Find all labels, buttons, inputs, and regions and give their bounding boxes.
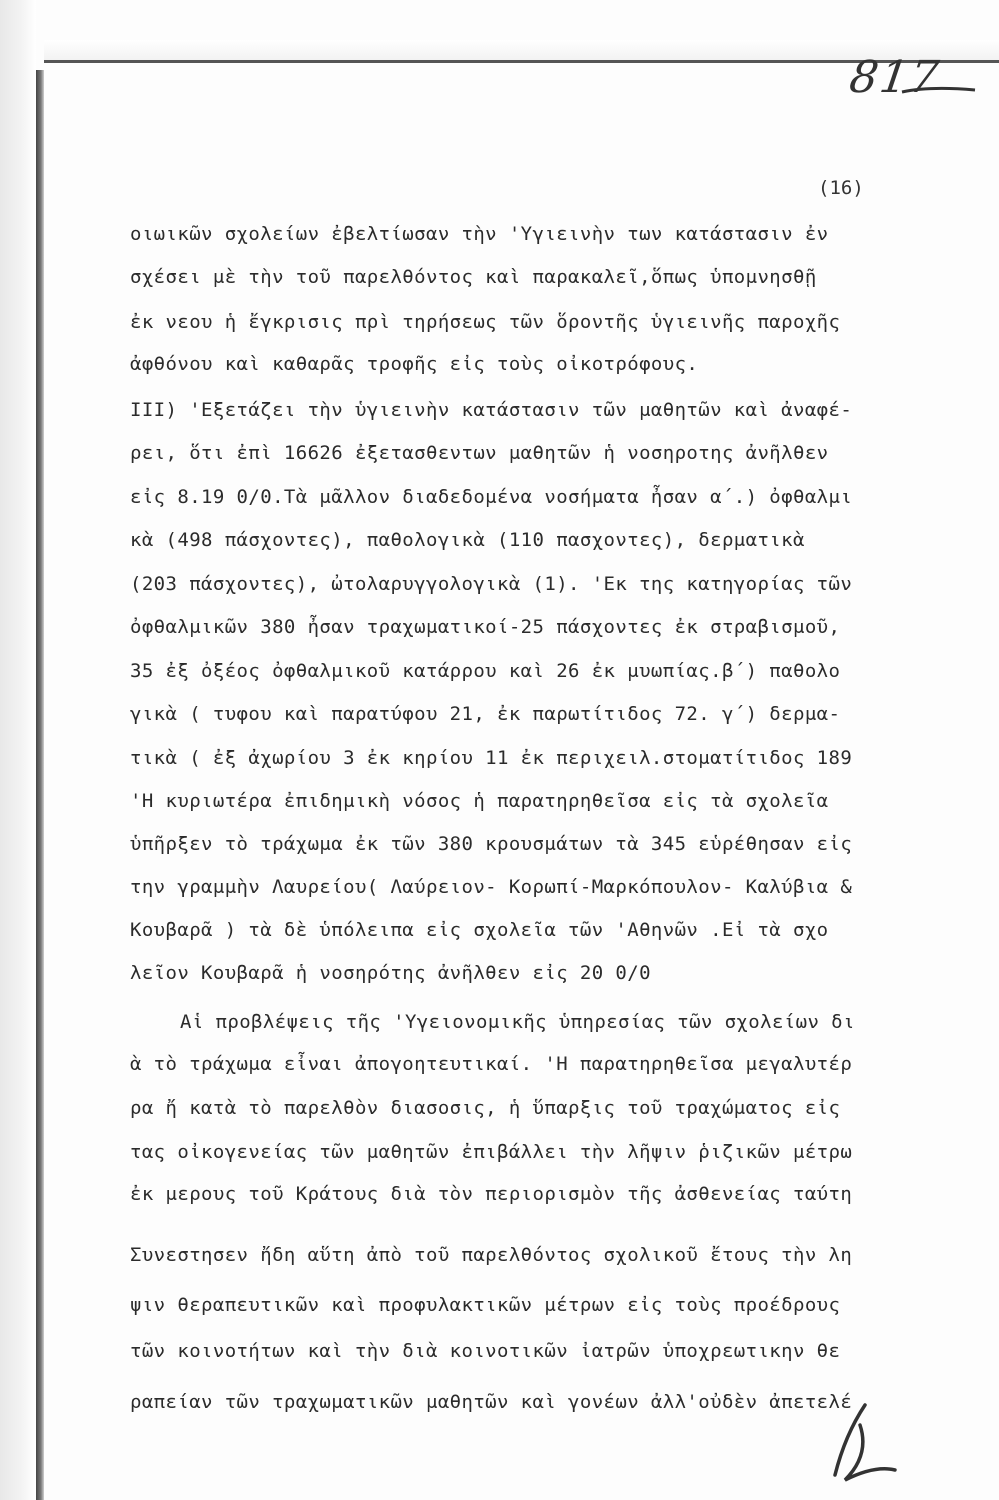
text-line: ὑπῆρξεν τὸ τράχωμα ἐκ τῶν 380 κρουσμάτων τὰ 345 εὑρέθησαν εἰς bbox=[130, 833, 853, 855]
text-line: ἐκ νεου ἡ ἔγκρισις πρὶ τηρήσεως τῶν ὅροντῆς ὑγιεινῆς παροχῆς bbox=[130, 311, 841, 333]
text-line: γικὰ ( τυφου καὶ παρατύφου 21, ἐκ παρωτίτιδος 72. γ΄) δερμα- bbox=[130, 703, 841, 725]
handwritten-folio-number bbox=[846, 52, 980, 112]
text-line: Αἱ προβλέψεις τῆς 'Υγειονομικῆς ὑπηρεσίας τῶν σχολείων δι bbox=[180, 1011, 855, 1033]
text-line: ὀφθαλμικῶν 380 ἦσαν τραχωματικοί-25 πάσχοντες ἐκ στραβισμοῦ, bbox=[130, 616, 841, 638]
folio-number: 817 bbox=[846, 52, 944, 103]
text-line: λεῖον Κουβαρᾶ ἡ νοσηρότης ἀνῆλθεν εἰς 20 0/0 bbox=[130, 962, 651, 984]
text-line: Κουβαρᾶ ) τὰ δὲ ὑπόλειπα εἰς σχολεῖα τῶν 'Αθηνῶν .Εἰ τὰ σχο bbox=[130, 919, 829, 941]
scan-margin bbox=[0, 0, 36, 1500]
text-line: ἀφθόνου καὶ καθαρᾶς τροφῆς εἰς τοὺς οἰκοτρόφους. bbox=[130, 353, 699, 375]
text-line: τας οἰκογενείας τῶν μαθητῶν ἐπιβάλλει τὴν λῆψιν ῥιζικῶν μέτρω bbox=[130, 1141, 853, 1163]
text-line: ἐκ μερους τοῦ Κράτους διὰ τὸν περιορισμὸν τῆς ἀσθενείας ταύτη bbox=[130, 1183, 853, 1205]
text-line: ὰ τὸ τράχωμα εἶναι ἀπογοητευτικαί. 'Η παρατηρηθεῖσα μεγαλυτέρ bbox=[130, 1053, 853, 1075]
page-edge-shadow bbox=[36, 70, 44, 1500]
text-line: ρει, ὅτι ἐπὶ 16626 ἐξετασθεντων μαθητῶν ἡ νοσηροτης ἀνῆλθεν bbox=[130, 442, 829, 464]
text-line: οιωικῶν σχολείων ἐβελτίωσαν τὴν 'Υγιεινὴν των κατάστασιν ἐν bbox=[130, 223, 829, 245]
text-line: 'Η κυριωτέρα ἐπιδημικὴ νόσος ἡ παρατηρηθεῖσα εἰς τὰ σχολεῖα bbox=[130, 790, 829, 812]
text-line: εἰς 8.19 0/0.Τὰ μᾶλλον διαδεδομένα νοσήματα ἦσαν α΄.) ὀφθαλμι bbox=[130, 486, 853, 508]
text-line: τικὰ ( ἐξ ἀχωρίου 3 ἐκ κηρίου 11 ἐκ περιχειλ.στοματίτιδος 189 bbox=[130, 747, 853, 769]
text-line: 35 ἐξ ὀξέος ὀφθαλμικοῦ κατάρρου καὶ 26 ἐκ μυωπίας.β΄) παθολο bbox=[130, 660, 841, 682]
text-line: κὰ (498 πάσχοντες), παθολογικὰ (110 πασχοντες), δερματικὰ bbox=[130, 529, 805, 551]
text-line: III) 'Εξετάζει τὴν ὑγιεινὴν κατάστασιν τῶν μαθητῶν καὶ ἀναφέ- bbox=[130, 399, 853, 421]
text-line: σχέσει μὲ τὴν τοῦ παρελθόντος καὶ παρακαλεῖ,ὅπως ὑπομνησθῇ bbox=[130, 266, 817, 288]
text-line: Συνεστησεν ἤδη αὕτη ἀπὸ τοῦ παρελθόντος σχολικοῦ ἔτους τὴν λη bbox=[130, 1244, 853, 1266]
text-line: ραπείαν τῶν τραχωματικῶν μαθητῶν καὶ γονέων ἀλλ'οὐδὲν ἀπετελέ bbox=[130, 1391, 853, 1413]
page-number: (16) bbox=[818, 177, 864, 199]
folio-underline bbox=[850, 52, 980, 112]
text-line: την γραμμὴν Λαυρείου( Λαύρειον- Κορωπί-Μαρκόπουλον- Καλύβια & bbox=[130, 876, 853, 898]
text-line: ρα ἤ κατὰ τὸ παρελθὸν διασοσις, ἡ ὕπαρξις τοῦ τραχώματος εἰς bbox=[130, 1097, 841, 1119]
handwritten-mark-icon bbox=[815, 1395, 925, 1485]
text-line: τῶν κοινοτήτων καὶ τὴν διὰ κοινοτικῶν ἰατρῶν ὑποχρεωτικην θε bbox=[130, 1340, 841, 1362]
text-line: ψιν θεραπευτικῶν καὶ προφυλακτικῶν μέτρων εἰς τοὺς προέδρους bbox=[130, 1294, 841, 1316]
text-line: (203 πάσχοντες), ὠτολαρυγγολογικὰ (1). 'Εκ της κατηγορίας τῶν bbox=[130, 573, 853, 595]
